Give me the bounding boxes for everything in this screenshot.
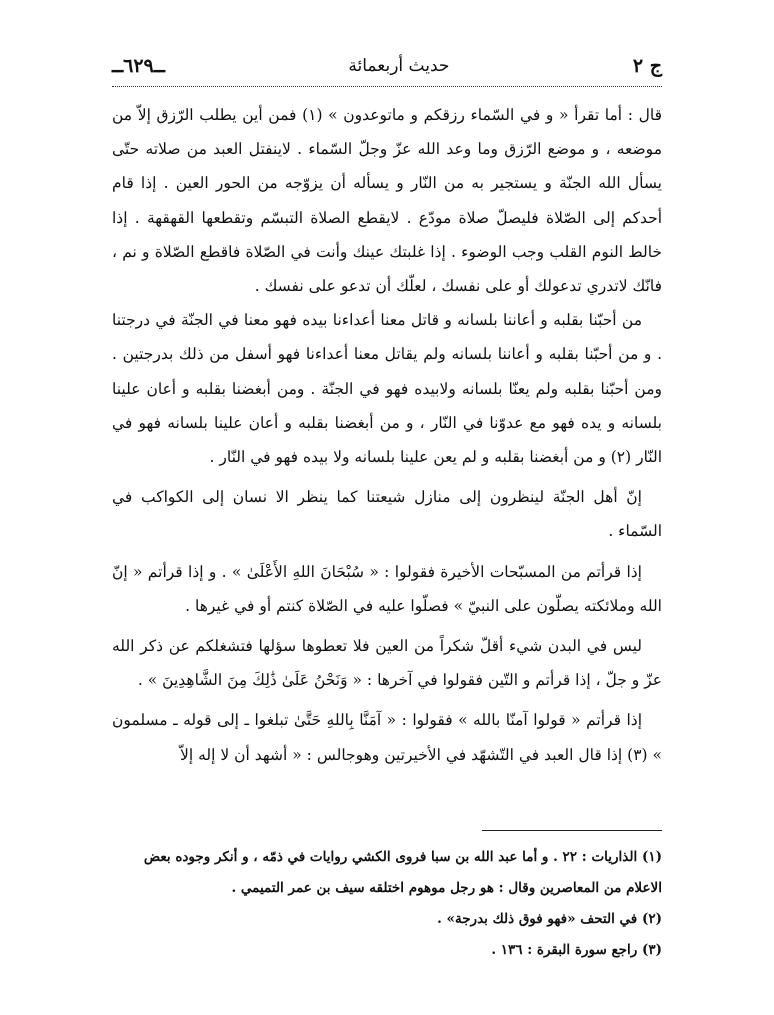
paragraph-5: ليس في البدن شيء أقلّ شكراً من العين فلا تعطوها سؤلها فتشغلكم عن ذكر الله عزّ و جلّ ، إذا قرأتم و التّين فقولوا في آخرها : « وَنَحْنُ عَلَىٰ ذَٰلِكَ مِنَ الشَّاهِدِينَ » .	[112, 637, 662, 690]
paragraph-1: قال : أما تقرأ « و في السّماء رزقكم و ماتوعدون » (١) فمن أين يطلب الرّزق إلاّ من موضعه ، و موضع الرّزق وما وعد الله عزّ وجلّ السّماء . لاينفتل العبد من صلاته حتّى يسأل الله الجنّة و يستجير به من النّار و يسأله أن يزوّجه من الحور العين . إذا قام أحدكم إلى الصّلاة فليصلّ صلاة مودّع . لايقطع الصلاة التبسّم وتقطعها القهقهة . إذا خالط النوم القلب وجب الوضوء . إذا غلبتك عينك وأنت في الصّلاة فاقطع الصّلاة و نم ، فانّك لاتدري تدعولك أو على نفسك ، لعلّك أن تدعو على نفسك .	[112, 106, 662, 296]
paragraph-6: إذا قرأتم « قولوا آمنّا بالله » فقولوا : « آمَنَّا بِاللهِ حَتَّىٰ تبلغوا ـ إلى قوله ـ مسلمون » (٣) إذا قال العبد في التّشهّد في الأخيرتين وهوجالس : « أشهد أن لا إله إلاّ	[112, 711, 662, 764]
main-text	[112, 98, 662, 772]
running-title: حديث أربعمائة	[348, 56, 450, 76]
footnote-2: (٢) في التحف «فهو فوق ذلك بدرجة» .	[437, 911, 662, 927]
paragraph-4: إذا قرأتم من المسبّحات الأخيرة فقولوا : « سُبْحَانَ اللهِ الأَعْلَىٰ » . و إذا قرأتم « إنّ الله وملائكته يصلّون على النبيّ » فصلّوا عليه في الصّلاة كنتم أو في غيرها .	[112, 562, 662, 615]
paragraph-2: من أحبّنا بقلبه و أعاننا بلسانه و قاتل معنا أعداءنا بيده فهو معنا في الجنّة في درجتنا . و من أحبّنا بقلبه و أعاننا بلسانه ولم يقاتل معنا أعداءنا فهو أسفل من ذلك بدرجتين . ومن أحبّنا بقلبه ولم يعنّا بلسانه ولابيده فهو في الجنّة . ومن أبغضنا بقلبه و أعان علينا بلسانه و يده فهو مع عدوّنا في النّار ، و من أبغضنا بقلبه و أعان علينا بلسانه فهو في النّار (٢) و من أبغضنا بقلبه و لم يعن علينا بلسانه ولا بيده فهو في النّار .	[112, 311, 662, 467]
volume-label: ج ٢	[632, 55, 662, 77]
footnote-3: (٣) راجع سورة البقرة : ١٣٦ .	[491, 942, 662, 958]
page-number: ــ٦٢٩ــ	[112, 55, 165, 77]
header-divider	[112, 86, 662, 87]
footnote-divider	[482, 830, 662, 831]
paragraph-3: إنّ أهل الجنّة لينظرون إلى منازل شيعتنا كما ينظر الا نسان إلى الكواكب في السّماء .	[112, 488, 662, 541]
running-header	[112, 48, 662, 84]
footnote-1: (١) الذاريات : ٢٢ . و أما عبد الله بن سبا فروى الكشي روايات في ذمّه ، و أنكر وجوده بعض الاعلام من المعاصرين وقال : هو رجل موهوم اختلقه سيف بن عمر التميمي .	[143, 849, 662, 896]
footnotes	[112, 842, 662, 966]
